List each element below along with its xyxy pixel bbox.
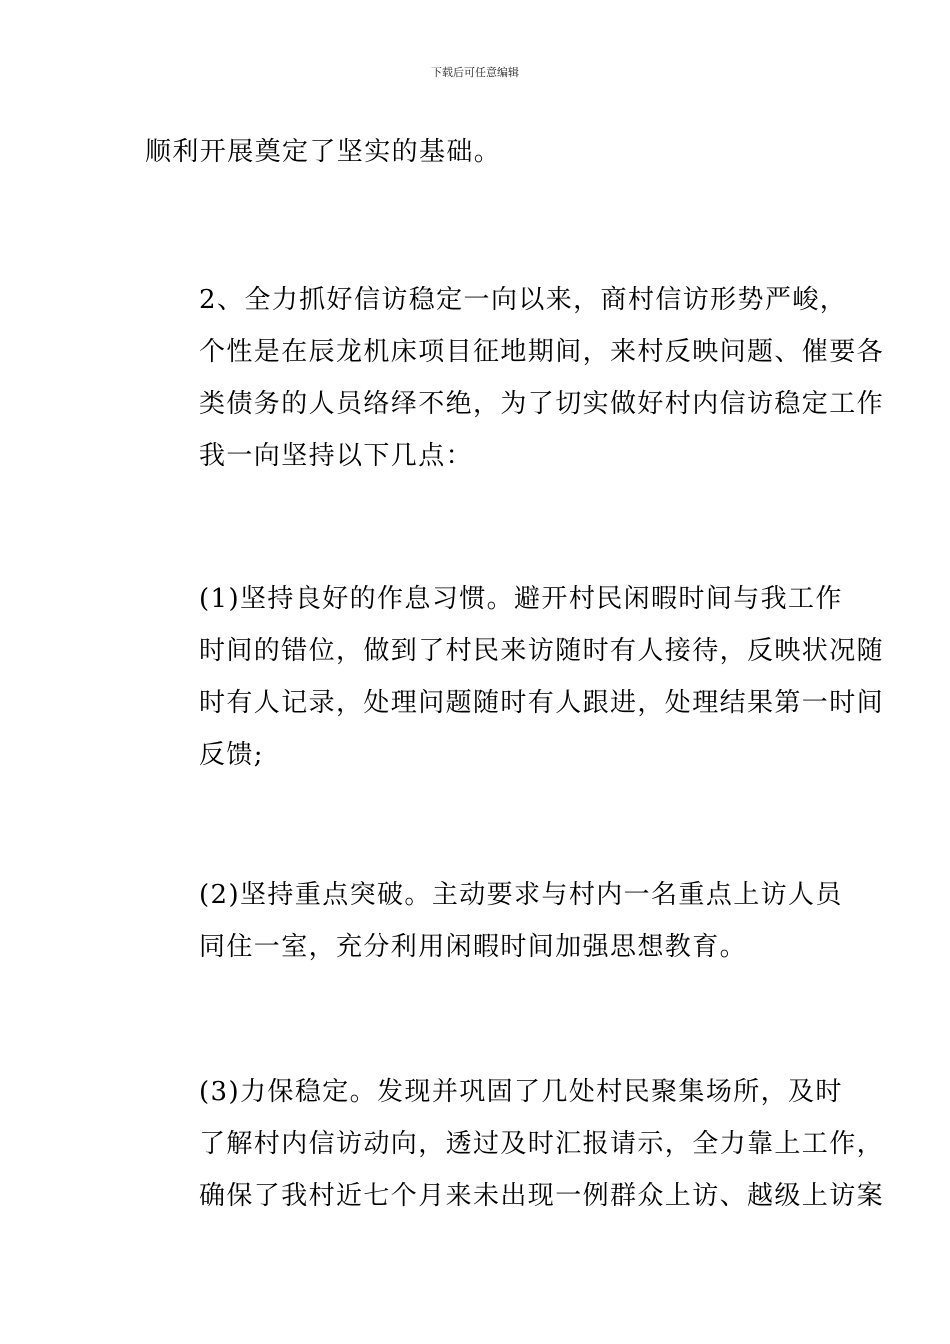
paragraph-line: 我一向坚持以下几点：: [199, 441, 474, 471]
paragraph-petition-stability: [145, 274, 885, 482]
paragraph-line: 顺利开展奠定了坚实的基础。: [145, 137, 502, 167]
paragraph-line: 时有人记录，处理问题随时有人跟进，处理结果第一时间: [199, 688, 885, 718]
paragraph-line: 确保了我村近七个月来未出现一例群众上访、越级上访案: [199, 1181, 885, 1211]
paragraph-line: (3)力保稳定。发现并巩固了几处村民聚集场所，及时: [199, 1077, 843, 1107]
paragraph-point-2: [145, 869, 843, 973]
paragraph-continuation: [145, 126, 815, 178]
paragraph-line: 反馈;: [199, 740, 264, 770]
page-header: 下载后可任意编辑: [431, 66, 519, 79]
paragraph-line: 了解村内信访动向，透过及时汇报请示，全力靠上工作，: [199, 1129, 885, 1159]
paragraph-line: 个性是在辰龙机床项目征地期间，来村反映问题、催要各: [199, 337, 885, 367]
paragraph-point-3: [145, 1066, 885, 1222]
paragraph-line: 时间的错位，做到了村民来访随时有人接待，反映状况随: [199, 636, 885, 666]
paragraph-line: (2)坚持重点突破。主动要求与村内一名重点上访人员: [199, 880, 843, 910]
paragraph-line: 同住一室，充分利用闲暇时间加强思想教育。: [199, 932, 748, 962]
paragraph-line: (1)坚持良好的作息习惯。避开村民闲暇时间与我工作: [199, 584, 843, 614]
paragraph-line: 类债务的人员络绎不绝，为了切实做好村内信访稳定工作: [199, 389, 885, 419]
paragraph-point-1: [145, 573, 885, 781]
paragraph-line: 2、全力抓好信访稳定一向以来，商村信访形势严峻，: [199, 285, 848, 315]
